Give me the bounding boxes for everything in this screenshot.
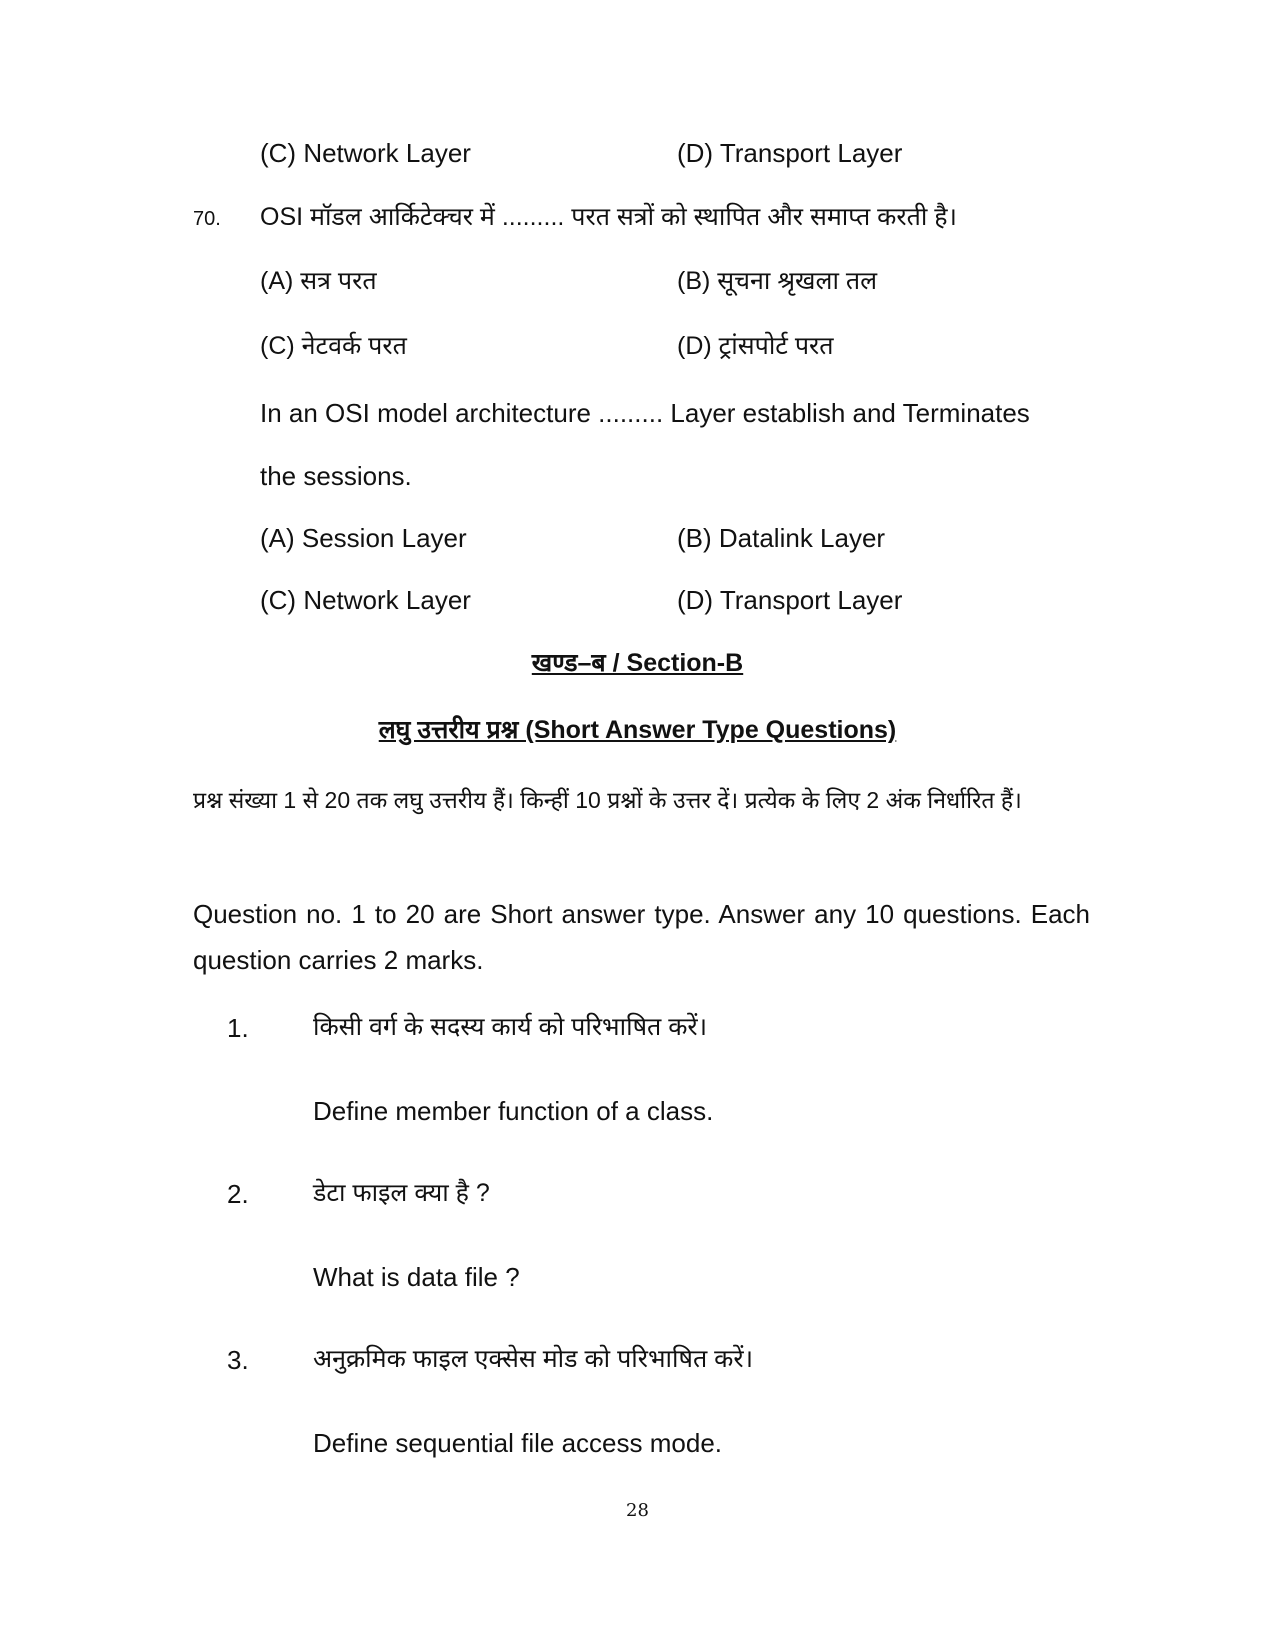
q70-hindi-option-c: (C) नेटवर्क परत — [260, 332, 407, 360]
q70-english-option-d: (D) Transport Layer — [677, 585, 903, 615]
q69-option-d: (D) Transport Layer — [677, 138, 903, 168]
section-title: खण्ड–ब / Section-B — [531, 649, 744, 677]
q70-english-option-b: (B) Datalink Layer — [677, 523, 886, 553]
q70-number: 70. — [193, 208, 221, 230]
q70-hindi-stem: OSI मॉडल आर्किटेक्चर में ......... परत सत्रों को स्थापित और समाप्त करती है। — [260, 203, 958, 231]
question-english: What is data file ? — [313, 1262, 520, 1292]
page-number: 28 — [626, 1500, 649, 1521]
question-hindi: किसी वर्ग के सदस्य कार्य को परिभाषित करें। — [313, 1013, 708, 1041]
q70-english-stem-line2: the sessions. — [260, 461, 412, 491]
question-hindi: डेटा फाइल क्या है ? — [313, 1179, 490, 1207]
q70-hindi-option-a: (A) सत्र परत — [260, 267, 377, 295]
q70-hindi-option-d: (D) ट्रांसपोर्ट परत — [677, 332, 834, 360]
q69-option-c: (C) Network Layer — [260, 138, 471, 168]
q70-english-option-a: (A) Session Layer — [260, 523, 467, 553]
q70-english-option-c: (C) Network Layer — [260, 585, 471, 615]
question-number: 1. — [227, 1013, 249, 1043]
instructions-english: Question no. 1 to 20 are Short answer type. Answer any 10 questions. Each question carries 2 marks. — [193, 899, 1090, 975]
q70-english-stem-line1: In an OSI model architecture ......... Layer establish and Terminates — [260, 398, 1030, 428]
question-hindi: अनुक्रमिक फाइल एक्सेस मोड को परिभाषित करें। — [313, 1345, 754, 1373]
question-number: 3. — [227, 1345, 249, 1375]
section-subtitle: लघु उत्तरीय प्रश्न (Short Answer Type Questions) — [378, 716, 897, 744]
question-number: 2. — [227, 1179, 249, 1209]
q70-hindi-option-b: (B) सूचना श्रृखला तल — [677, 267, 878, 295]
instructions-hindi: प्रश्न संख्या 1 से 20 तक लघु उत्तरीय हैं। किन्हीं 10 प्रश्नों के उत्तर दें। प्रत्येक के लिए 2 अंक निर्धारित हैं। — [193, 787, 1022, 813]
question-english: Define sequential file access mode. — [313, 1428, 723, 1458]
question-english: Define member function of a class. — [313, 1096, 714, 1126]
